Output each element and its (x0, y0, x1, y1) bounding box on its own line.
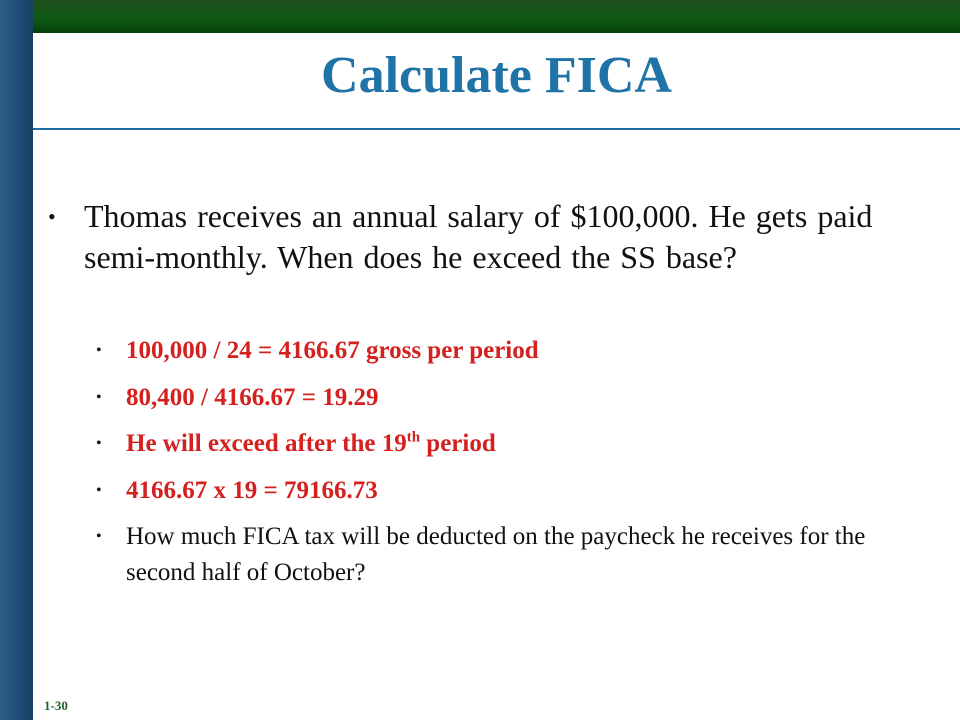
top-decorative-bar (0, 0, 960, 33)
exceed-text-start: He will exceed after the 19 (126, 430, 407, 457)
bullet-dot-icon: • (96, 389, 102, 406)
exceed-text-end: period (420, 430, 496, 457)
sub-bullet-exceed (96, 426, 896, 462)
slide-title: Calculate FICA (321, 47, 672, 104)
sub-bullet-periods (96, 380, 896, 416)
main-bullet (48, 196, 888, 278)
bullet-dot-icon: • (96, 342, 102, 359)
sub-bullet-text: 4166.67 x 19 = 79166.73 (126, 477, 378, 504)
sub-bullet-gross-per-period (96, 333, 896, 369)
sub-bullet-text: How much FICA tax will be deducted on the paycheck he receives for the second half of October? (126, 523, 866, 586)
sub-bullet-total (96, 473, 896, 509)
sub-bullet-text: 80,400 / 4166.67 = 19.29 (126, 384, 379, 411)
sub-bullet-text: 100,000 / 24 = 4166.67 gross per period (126, 337, 539, 364)
slide-number: 1-30 (44, 698, 68, 713)
sub-bullet-question (96, 519, 896, 591)
bullet-dot-icon: • (96, 482, 102, 499)
left-decorative-bar (0, 0, 33, 720)
bullet-dot-icon: • (48, 204, 56, 229)
sub-bullet-text (126, 426, 896, 462)
bullet-dot-icon: • (96, 528, 102, 545)
main-bullet-text: Thomas receives an annual salary of $100,000. He gets paid semi-monthly. When does he exceed the SS base? (84, 198, 873, 275)
ordinal-suffix: th (406, 429, 421, 446)
bullet-dot-icon: • (96, 435, 102, 452)
title-divider (33, 128, 960, 130)
